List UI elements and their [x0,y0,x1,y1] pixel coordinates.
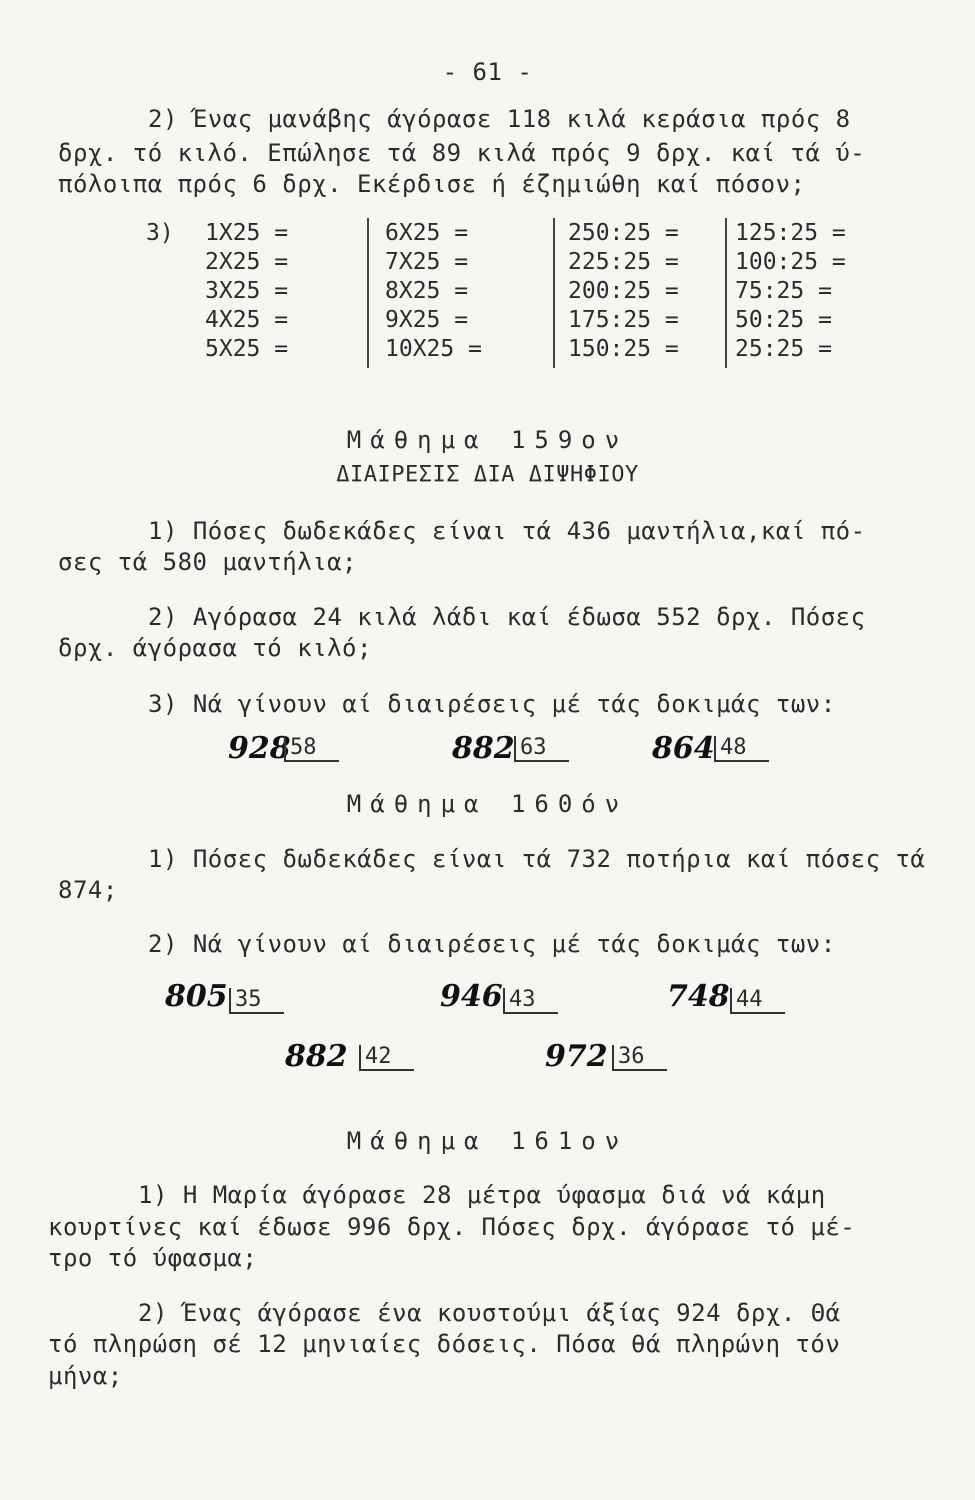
table-cell: 175:25 = [568,307,679,333]
lesson-161-q1-line-3: τρο τό ύφασμα; [48,1244,258,1272]
table-cell: 75:25 = [735,278,832,304]
table-cell: 225:25 = [568,249,679,275]
lesson-161-title: Μάθημα 161ον [346,1127,629,1155]
table-cell: 250:25 = [568,220,679,246]
problem-2-line-3: πόλοιπα πρός 6 δρχ. Εκέρδισε ή έζημιώθη καί πόσον; [58,170,806,198]
table-cell: 5X25 = [205,336,289,362]
division-dividend: 972 [545,1039,608,1074]
table-cell: 8X25 = [385,278,469,304]
table-cell: 4X25 = [205,307,289,333]
table-cell: 50:25 = [735,307,832,333]
division-divisor: 43 [503,988,558,1014]
division-dividend: 805 [165,979,228,1014]
problem-2-line-2-text: δρχ. τό κιλό. Επώλησε τά 89 κιλά πρός 9 δρχ. καί τά ύ- [58,139,866,167]
division-divisor: 48 [714,736,769,762]
page-number: - 61 - [442,58,533,86]
lesson-159-q1-line-2: σες τά 580 μαντήλια; [58,548,357,576]
lesson-160-q2: 2) Νά γίνουν αί διαιρέσεις μέ τάς δοκιμάς των: [148,930,836,958]
division-divisor: 35 [229,988,284,1014]
lesson-160-q1-line-2: 874; [58,876,118,904]
lesson-160-q1-line-1: 1) Πόσες δωδεκάδες είναι τά 732 ποτήρια καί πόσες τά [148,845,926,873]
problem-2-line-2 [58,139,880,167]
lesson-161-q2-line-1: 2) Ένας άγόρασε ένα κουστούμι άξίας 924 δρχ. Θά [138,1299,841,1327]
lesson-159-title: Μάθημα 159ον [346,426,629,454]
table-cell: 100:25 = [735,249,846,275]
lesson-159-q2-line-1: 2) Αγόρασα 24 κιλά λάδι καί έδωσα 552 δρχ. Πόσες [148,603,866,631]
lesson-161-q1-line-2: κουρτίνες καί έδωσε 996 δρχ. Πόσες δρχ. άγόρασε τό μέ- [48,1213,856,1241]
lesson-161-q2-line-3: μήνα; [48,1362,123,1390]
table-cell: 150:25 = [568,336,679,362]
problem-3-label: 3) [146,220,174,246]
table-cell: 3X25 = [205,278,289,304]
division-divisor: 42 [359,1045,414,1071]
division-divisor: 63 [514,736,569,762]
lesson-159-subtitle: ΔΙΑΙΡΕΣΙΣ ΔΙΑ ΔΙΨΗΦΙΟΥ [336,462,639,487]
lesson-159-q1-line-1: 1) Πόσες δωδεκάδες είναι τά 436 μαντήλια,καί πό- [148,517,866,545]
lesson-159-q2-line-2: δρχ. άγόρασα τό κιλό; [58,634,372,662]
lesson-161-q2-line-2: τό πληρώση σέ 12 μηνιαίες δόσεις. Πόσα θά πληρώνη τόν [48,1330,841,1358]
division-divisor: 44 [730,988,785,1014]
table-cell: 6X25 = [385,220,469,246]
division-dividend: 946 [440,979,503,1014]
lesson-161-q1-line-1: 1) Η Μαρία άγόρασε 28 μέτρα ύφασμα διά νά κάμη [138,1181,826,1209]
table-cell: 2X25 = [205,249,289,275]
table-cell: 1X25 = [205,220,289,246]
table-cell: 25:25 = [735,336,832,362]
table-cell: 125:25 = [735,220,846,246]
table-cell: 10X25 = [385,336,482,362]
table-cell: 200:25 = [568,278,679,304]
table-cell: 7X25 = [385,249,469,275]
division-divisor: 58 [284,736,339,762]
table-cell: 9X25 = [385,307,469,333]
division-dividend: 928 [228,731,291,766]
division-divisor: 36 [612,1045,667,1071]
lesson-159-q3: 3) Νά γίνουν αί διαιρέσεις μέ τάς δοκιμάς των: [148,690,836,718]
problem-2-line-1: 2) Ένας μανάβης άγόρασε 118 κιλά κεράσια πρός 8 [148,105,851,133]
lesson-160-title: Μάθημα 160όν [346,790,629,818]
division-dividend: 864 [652,731,715,766]
table-divider-3 [725,218,727,368]
division-dividend: 882 [285,1039,348,1074]
table-divider-2 [553,218,555,368]
table-divider-1 [367,218,369,368]
division-dividend: 882 [452,731,515,766]
division-dividend: 748 [667,979,730,1014]
